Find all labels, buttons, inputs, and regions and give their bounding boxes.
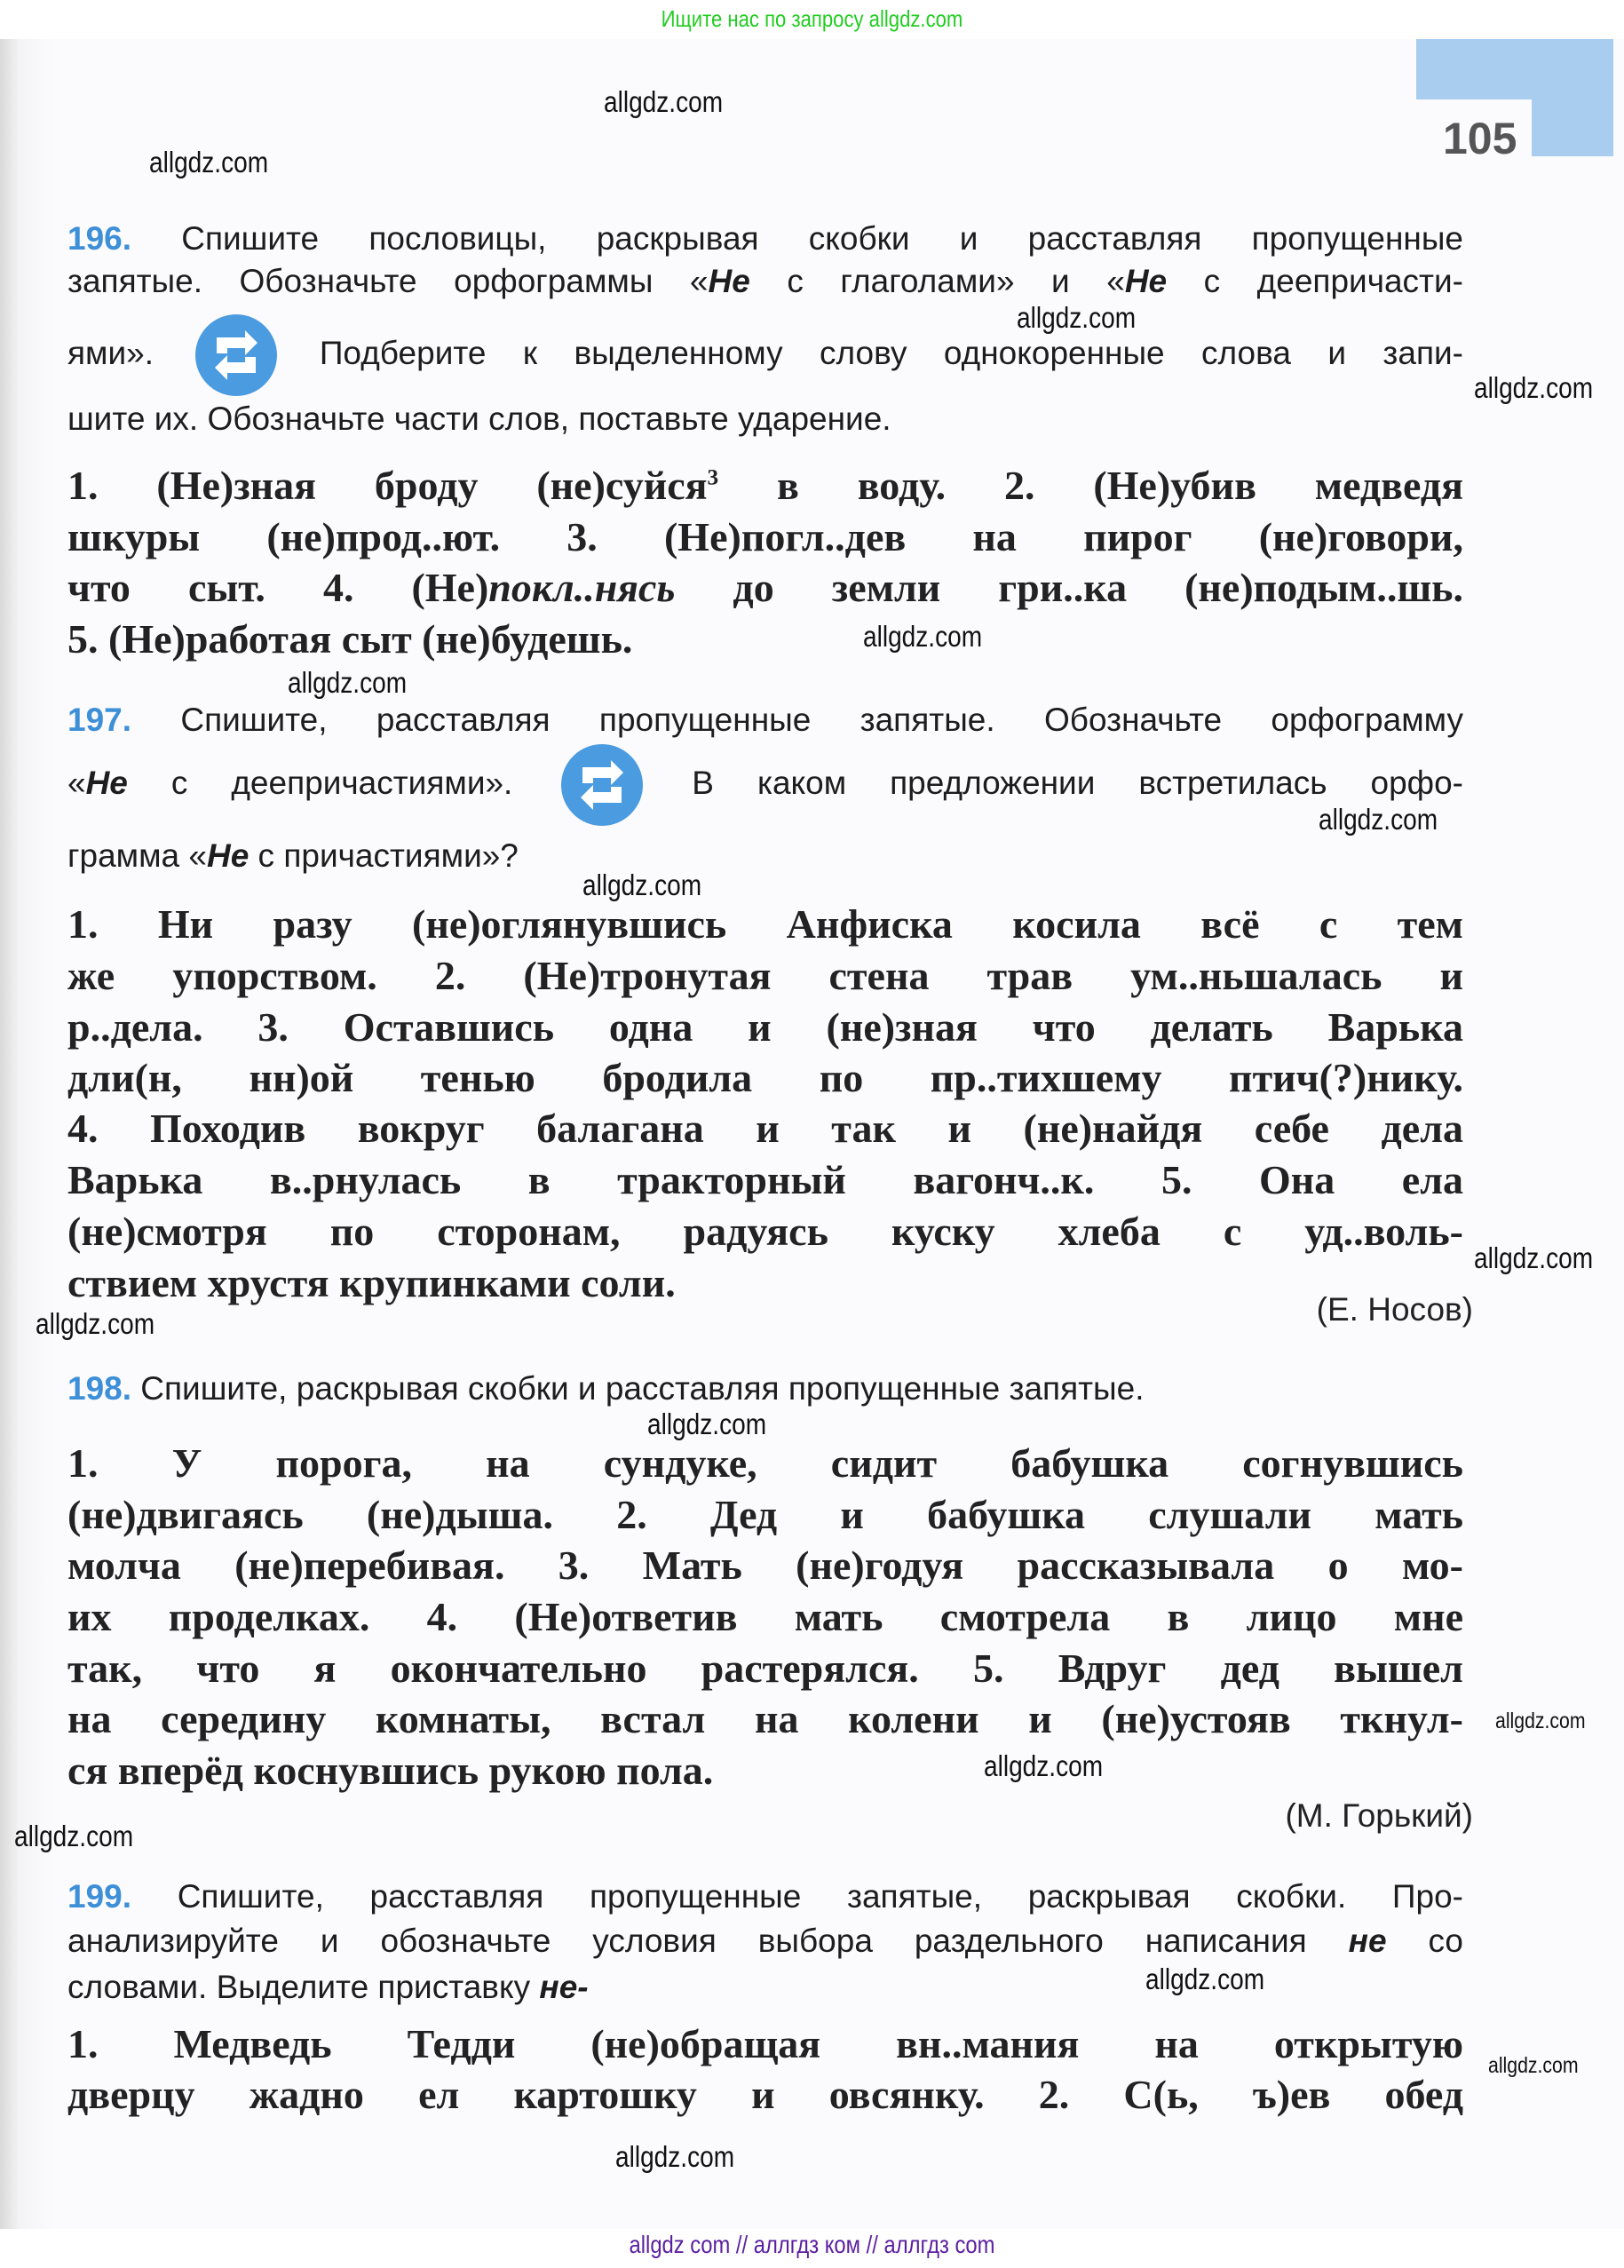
- instruction-line: [67, 264, 1463, 299]
- text-segment: словами. Выделите приставку: [67, 1969, 540, 2005]
- text-segment: В каком предложении встретилась орфо-: [648, 765, 1463, 801]
- text-segment: дли(н, нн)ой тенью бродила по пр..тихшему птич(?)нику.: [67, 1055, 1463, 1100]
- watermark-link[interactable]: allgdz.com: [1488, 2053, 1579, 2078]
- example-line: [67, 566, 1463, 610]
- search-banner[interactable]: Ищите нас по запросу allgdz.com: [661, 5, 963, 32]
- text-segment: Спишите пословицы, раскрывая скобки и расставляя пропущенные: [181, 220, 1463, 257]
- watermark-link[interactable]: allgdz.com: [1319, 803, 1438, 836]
- text-segment: не-: [539, 1969, 589, 2005]
- text-segment: дверцу жадно ел картошку и овсянку. 2. С(ь, ъ)ев обед: [67, 2072, 1463, 2117]
- text-segment: ями».: [67, 335, 154, 371]
- text-segment: со: [1386, 1923, 1463, 1959]
- example-line: [67, 1543, 1463, 1588]
- text-segment: 4. Походив вокруг балагана и так и (не)найдя себе дела: [67, 1106, 1463, 1151]
- exercise-number: 196.: [67, 220, 182, 257]
- text-segment: молча (не)перебивая. 3. Мать (не)годуя рассказывала о мо-: [67, 1542, 1463, 1588]
- example-line: [67, 1005, 1463, 1050]
- text-segment: с глаголами» и «: [749, 263, 1125, 299]
- watermark-link[interactable]: allgdz.com: [1145, 1963, 1265, 1995]
- example-line: [67, 1595, 1463, 1639]
- instruction-line: [67, 702, 1463, 738]
- exercise-number: 199.: [67, 1878, 178, 1915]
- watermark-link[interactable]: allgdz.com: [647, 1408, 767, 1440]
- text-segment: (не)двигаясь (не)дыша. 2. Дед и бабушка слушали мать: [67, 1492, 1463, 1537]
- watermark-link[interactable]: allgdz.com: [1474, 1241, 1594, 1274]
- text-segment: запятые. Обозначьте орфограммы «: [67, 263, 709, 299]
- text-segment: Спишите, раскрывая скобки и расставляя пропущенные запятые.: [140, 1370, 1145, 1407]
- example-line: [67, 902, 1463, 947]
- text-segment: Спишите, расставляя пропущенные запятые. Обозначьте орфограмму: [180, 702, 1464, 738]
- text-segment: р..дела. 3. Оставшись одна и (не)зная что делать Варька: [67, 1004, 1463, 1050]
- watermark-link[interactable]: allgdz.com: [288, 666, 408, 699]
- text-segment: с причастиями»?: [249, 837, 519, 874]
- example-line: [67, 617, 632, 662]
- instruction-line: [67, 1923, 1463, 1959]
- watermark-link[interactable]: allgdz.com: [14, 1820, 134, 1852]
- example-line: [67, 1158, 1463, 1202]
- text-segment: Не: [206, 837, 250, 874]
- watermark-link[interactable]: allgdz.com: [615, 2140, 735, 2173]
- text-segment: Не: [1124, 263, 1168, 299]
- text-segment: анализируйте и обозначьте условия выбора раздельного написания: [67, 1923, 1349, 1959]
- page-number: 105: [1443, 114, 1517, 163]
- text-segment: Подберите к выделенному слову однокоренные слова и запи-: [282, 335, 1463, 371]
- text-segment: на середину комнаты, встал на колени и (не)устояв ткнул-: [67, 1696, 1463, 1741]
- text-segment: не: [1348, 1923, 1387, 1959]
- text-segment: (не)смотря по сторонам, радуясь куску хлеба с уд..воль-: [67, 1209, 1463, 1254]
- watermark-link[interactable]: allgdz.com: [604, 85, 724, 118]
- example-line: [67, 1646, 1463, 1691]
- exercise-number: 197.: [67, 702, 181, 738]
- text-segment: в воду. 2. (Не)убив медведя: [718, 463, 1463, 508]
- text-segment: Спишите, расставляя пропущенные запятые, раскрывая скобки. Про-: [177, 1878, 1463, 1915]
- text-segment: 1. У порога, на сундуке, сидит бабушка согнувшись: [67, 1440, 1463, 1486]
- watermark-link[interactable]: allgdz.com: [1474, 371, 1594, 404]
- example-line: [67, 1209, 1463, 1254]
- page-tab-lower: [1532, 98, 1613, 156]
- instruction-line: [67, 336, 1463, 371]
- watermark-link[interactable]: allgdz.com: [984, 1749, 1104, 1782]
- text-segment: шкуры (не)прод..ют. 3. (Не)погл..дев на пирог (не)говори,: [67, 514, 1463, 559]
- text-segment: покл..нясь: [488, 565, 676, 610]
- example-line: [67, 464, 1463, 508]
- text-segment: грамма «: [67, 837, 207, 874]
- example-line: [67, 1493, 1463, 1537]
- instruction-line: [67, 401, 891, 437]
- watermark-link[interactable]: allgdz.com: [1495, 1709, 1586, 1733]
- footnote-mark: 3: [707, 464, 719, 490]
- watermark-link[interactable]: allgdz.com: [36, 1307, 155, 1340]
- instruction-line: [67, 1879, 1463, 1915]
- text-segment: Не: [708, 263, 750, 299]
- footer-links[interactable]: allgdz com // аллгдз ком // аллгдз com: [629, 2231, 995, 2258]
- instruction-line: [67, 1970, 589, 2005]
- example-line: [67, 1697, 1463, 1741]
- text-segment: так, что я окончательно растерялся. 5. Вдруг дед вышел: [67, 1645, 1463, 1691]
- instruction-line: [67, 838, 519, 874]
- text-segment: же упорством. 2. (Не)тронутая стена трав ум..ньшалась и: [67, 953, 1463, 998]
- example-line: [67, 1261, 676, 1305]
- text-segment: с деепричасти-: [1167, 263, 1463, 299]
- example-line: [67, 1106, 1463, 1151]
- author-197: (Е. Носов): [1316, 1291, 1473, 1328]
- text-segment: ся вперёд коснувшись рукою пола.: [67, 1748, 714, 1793]
- cognate-words-task-icon: [195, 314, 277, 396]
- instruction-line: [67, 221, 1463, 257]
- example-line: [67, 2073, 1463, 2117]
- instruction-line: [67, 765, 1463, 801]
- text-segment: Варька в..рнулась в тракторный вагонч..к. 5. Она ела: [67, 1157, 1463, 1202]
- author-198: (М. Горький): [1285, 1797, 1473, 1834]
- page-tab: [1416, 39, 1613, 99]
- text-segment: до земли гри..ка (не)подым..шь.: [675, 565, 1464, 610]
- exercise-number: 198.: [67, 1370, 141, 1407]
- watermark-link[interactable]: allgdz.com: [582, 868, 702, 901]
- text-segment: «: [67, 765, 86, 801]
- example-line: [67, 515, 1463, 559]
- example-line: [67, 1749, 713, 1793]
- text-segment: 1. Медведь Тедди (не)обращая вн..мания на открытую: [67, 2021, 1463, 2066]
- text-segment: 1. (Не)зная броду (не)суйся: [67, 463, 708, 508]
- cognate-words-task-icon: [561, 744, 643, 826]
- text-segment: что сыт. 4. (Не): [67, 565, 489, 610]
- instruction-line: [67, 1371, 1145, 1407]
- watermark-link[interactable]: allgdz.com: [149, 146, 269, 178]
- example-line: [67, 1056, 1463, 1100]
- text-segment: ствием хрустя крупинками соли.: [67, 1260, 676, 1305]
- text-segment: 5. (Не)работая сыт (не)будешь.: [67, 616, 633, 662]
- example-line: [67, 2022, 1463, 2066]
- watermark-link[interactable]: allgdz.com: [863, 620, 983, 653]
- text-segment: с деепричастиями».: [127, 765, 513, 801]
- example-line: [67, 1441, 1463, 1486]
- text-segment: шите их. Обозначьте части слов, поставьте ударение.: [67, 400, 891, 437]
- text-segment: 1. Ни разу (не)оглянувшись Анфиска косила всё с тем: [67, 901, 1463, 947]
- text-segment: Не: [85, 765, 128, 801]
- example-line: [67, 954, 1463, 998]
- text-segment: их проделках. 4. (Не)ответив мать смотрела в лицо мне: [67, 1594, 1463, 1639]
- watermark-link[interactable]: allgdz.com: [1017, 301, 1137, 334]
